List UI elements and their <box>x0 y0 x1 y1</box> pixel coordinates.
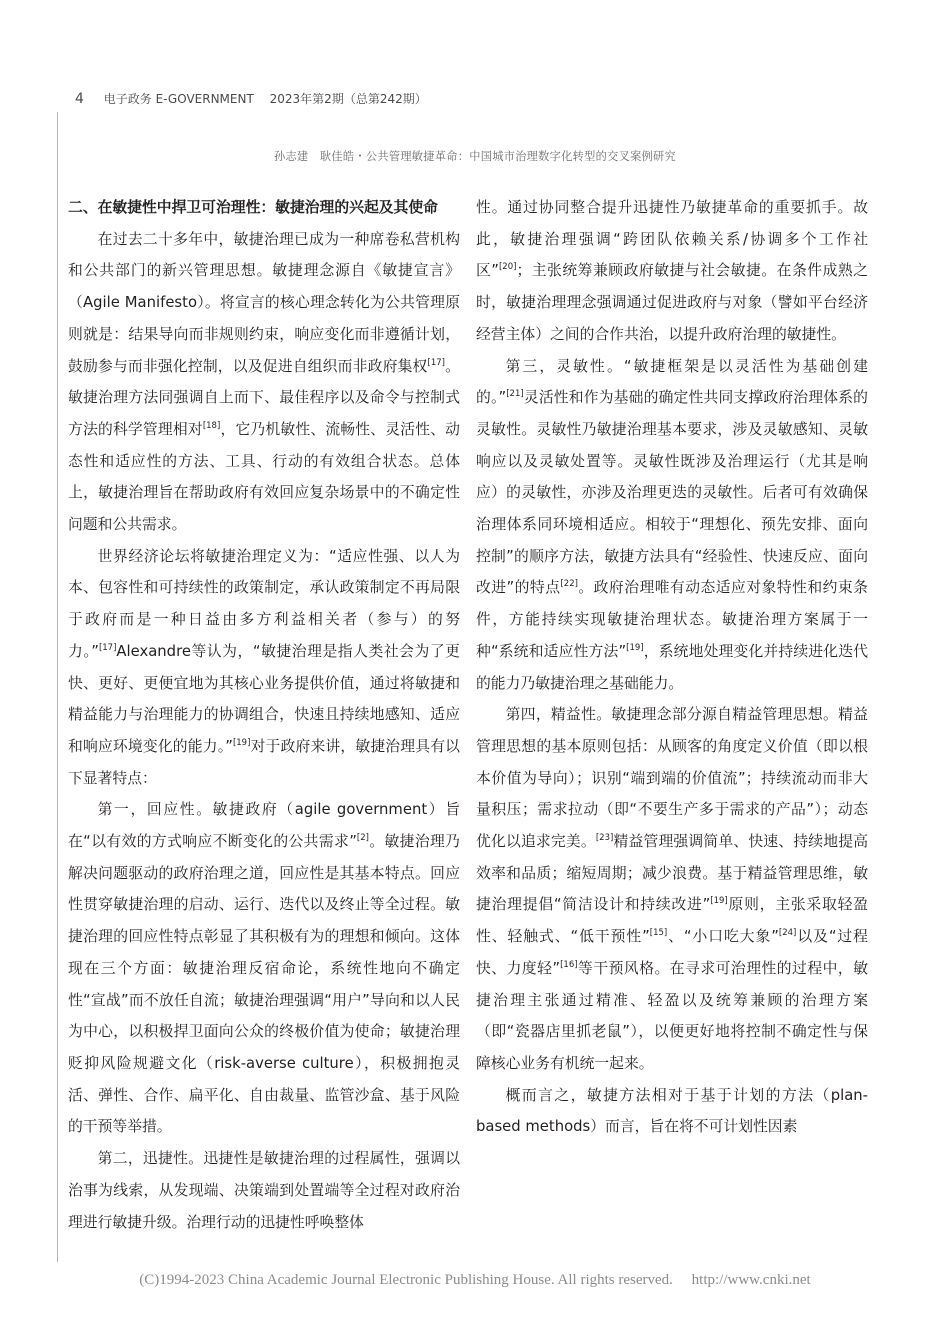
paragraph <box>68 224 460 541</box>
text-run: ，它乃机敏性、流畅性、灵活性、动态性和适应性的方法、工具、行动的有效组合状态。总体上，敏捷治理旨在帮助政府有效回应复杂场景中的不确定性问题和公共需求。 <box>68 420 460 534</box>
paragraph <box>68 794 460 1143</box>
left-margin-rule <box>57 112 58 1262</box>
citation-ref: [22] <box>560 579 578 590</box>
running-title: 孙志建 耿佳皓・公共管理敏捷革命：中国城市治理数字化转型的交叉案例研究 <box>273 150 677 163</box>
paragraph-continued <box>476 192 868 351</box>
text-run: 。敏捷治理方法同强调自上而下、最佳程序以及命令与控制式方法的科学管理相对 <box>68 357 460 438</box>
right-column <box>476 192 868 1143</box>
text-run: 。政府治理唯有动态适应对象特性和约束条件，方能持续实现敏捷治理状态。敏捷治理方案属于一种“系统和适应性方法” <box>476 579 868 660</box>
citation-ref: [21] <box>506 389 524 400</box>
citation-ref: [20] <box>498 262 517 273</box>
text-run: 对于政府来讲，敏捷治理具有以下显著特点： <box>68 737 460 787</box>
citation-ref: [19] <box>626 642 644 653</box>
page-number: 4 <box>75 91 84 107</box>
paragraph <box>476 1080 868 1143</box>
citation-ref: [23] <box>595 833 614 844</box>
text-run: 以及“过程快、力度轻” <box>476 928 868 977</box>
text-run: ；主张统筹兼顾政府敏捷与社会敏捷。在条件成熟之时，敏捷治理理念强调通过促进政府与对象（譬如平台经济经营主体）之间的合作共治，以提升政府治理的敏捷性。 <box>476 262 868 343</box>
citation-ref: [15] <box>649 928 668 939</box>
citation-ref: [17] <box>98 642 117 653</box>
citation-ref: [18] <box>202 420 221 431</box>
text-run: 灵活性和作为基础的确定性共同支撑政府治理体系的灵敏性。灵敏性乃敏捷治理基本要求，涉及灵敏感知、灵敏响应以及灵敏处置等。灵敏性既涉及治理运行（尤其是响应）的灵敏性，亦涉及治理更迭的灵敏性。后者可有效确保治理体系同环境相适应。相较于“理想化、预先安排、面向控制”的顺序方法，敏捷方法具有“经验性、快速反应、面向改进”的特点 <box>476 389 868 597</box>
paragraph <box>476 699 868 1079</box>
section-heading: 二、在敏捷性中捍卫可治理性：敏捷治理的兴起及其使命 <box>68 199 438 216</box>
page-header <box>75 90 439 107</box>
citation-ref: [24] <box>778 928 797 939</box>
paragraph <box>476 351 868 700</box>
text-run: 性。通过协同整合提升迅捷性乃敏捷革命的重要抓手。故此，敏捷治理强调“跨团队依赖关系/协调多个工作社区” <box>476 199 868 280</box>
issue-info: 2023年第2期（总第242期） <box>269 92 427 106</box>
text-run: 概而言之，敏捷方法相对于基于计划的方法（plan-based methods）而言，旨在将不可计划性因素 <box>476 1086 868 1136</box>
text-run: 在过去二十多年中，敏捷治理已成为一种席卷私营机构和公共部门的新兴管理思想。敏捷理念源自《敏捷宣言》（Agile Manifesto）。将宣言的核心理念转化为公共管理原则就是：结果导向而非规则约束，响应变化而非遵循计划，鼓励参与而非强化控制，以及促进自组织而非政府集权 <box>68 230 460 375</box>
text-run: ，系统地处理变化并持续进化迭代的能力乃敏捷治理之基础能力。 <box>476 642 868 692</box>
text-run: 。敏捷治理乃解决问题驱动的政府治理之道，回应性是其基本特点。回应性贯穿敏捷治理的启动、运行、迭代以及终止等全过程。敏捷治理的回应性特点彰显了其积极有为的理想和倾向。这体现在三个方面：敏捷治理反宿命论，系统性地向不确定性“宣战”而不放任自流；敏捷治理强调“用户”导向和以人民为中心，以积极捍卫面向公众的终极价值为使命；敏捷治理贬抑风险规避文化（risk-averse culture），积极拥抱灵活、弹性、合作、扁平化、自由裁量、监管沙盒、基于风险的干预等举措。 <box>68 833 460 1136</box>
text-run: 原则，主张采取轻盈性、轻触式、“低干预性” <box>476 896 868 946</box>
paragraph <box>68 541 460 795</box>
copyright-footer: (C)1994-2023 China Academic Journal Electronic Publishing House. All rights reserved. http://www.cnki.net <box>139 1272 811 1288</box>
text-run: 第一，回应性。敏捷政府（agile government）旨在“以有效的方式响应不断变化的公共需求” <box>68 801 460 851</box>
text-run: 第四，精益性。敏捷理念部分源自精益管理思想。精益管理思想的基本原则包括：从顾客的角度定义价值（即以根本价值为导向）；识别“端到端的价值流”；持续流动而非大量积压；需求拉动（即“不要生产多于需求的产品”）；动态优化以追求完美。 <box>476 706 868 851</box>
journal-name: 电子政务 E-GOVERNMENT <box>103 92 254 106</box>
text-run: 第三，灵敏性。“敏捷框架是以灵活性为基础创建的。” <box>476 357 868 407</box>
text-run: 世界经济论坛将敏捷治理定义为：“适应性强、以人为本、包容性和可持续性的政策制定，承认政策制定不再局限于政府而是一种日益由多方利益相关者（参与）的努力。” <box>68 547 460 660</box>
citation-ref: [16] <box>560 959 578 970</box>
citation-ref: [17] <box>427 357 445 368</box>
text-run: 、“小口吃大象” <box>667 928 779 946</box>
text-run: 等干预风格。在寻求可治理性的过程中，敏捷治理主张通过精准、轻盈以及统筹兼顾的治理方案（即“瓷器店里抓老鼠”），以便更好地将控制不确定性与保障核心业务有机统一起来。 <box>476 959 868 1072</box>
text-run: Alexandre等认为，“敏捷治理是指人类社会为了更快、更好、更便宜地为其核心业务提供价值，通过将敏捷和精益能力与治理能力的协调组合，快速且持续地感知、适应和响应环境变化的能力。” <box>68 642 460 755</box>
left-column <box>68 192 460 1238</box>
text-run: 第二，迅捷性。迅捷性是敏捷治理的过程属性，强调以治事为线索，从发现端、决策端到处置端等全过程对政府治理进行敏捷升级。治理行动的迅捷性呼唤整体 <box>68 1150 460 1231</box>
citation-ref: [19] <box>710 896 728 907</box>
text-run: 精益管理强调简单、快速、持续地提高效率和品质；缩短周期；减少浪费。基于精益管理思维，敏捷治理提倡“简洁设计和持续改进” <box>476 833 868 914</box>
paragraph <box>68 1143 460 1238</box>
citation-ref: [19] <box>232 737 251 748</box>
citation-ref: [2] <box>356 833 369 844</box>
